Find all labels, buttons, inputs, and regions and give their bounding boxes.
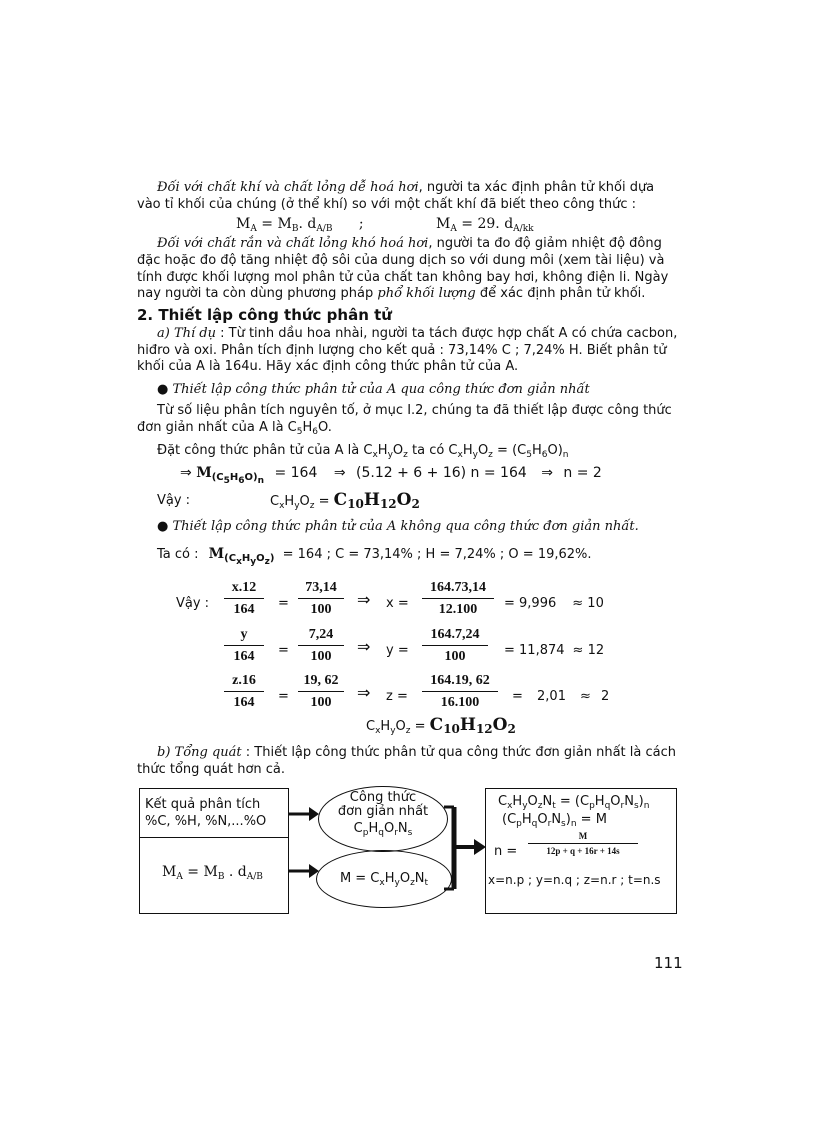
var-y: y = bbox=[386, 643, 409, 658]
right-frac-den: 12p + q + 16r + 14s bbox=[546, 846, 620, 856]
right-l2: $(C_pH_qO_rN_s)_n = M$ bbox=[502, 812, 607, 829]
frac1-num: x.12 bbox=[224, 580, 264, 599]
frac-row3-mid bbox=[298, 673, 344, 711]
implies-icon: ⇒ bbox=[357, 683, 371, 702]
bullet-dot-icon: ● bbox=[157, 382, 169, 397]
frac-row1-mid bbox=[298, 580, 344, 618]
frac2-rnum: 7,24 bbox=[298, 627, 344, 646]
frac-row1-right bbox=[422, 580, 494, 618]
vay-label: Vậy : bbox=[157, 493, 191, 508]
f2-sub: A bbox=[450, 224, 457, 234]
frac3-bnum: 164.19, 62 bbox=[422, 673, 498, 692]
bullet1-text: Thiết lập công thức phân tử của A qua công thức đơn giản nhất bbox=[172, 382, 590, 397]
frac2-den: 164 bbox=[233, 649, 255, 664]
taco-a: Ta có : bbox=[157, 547, 199, 562]
b1-eq2: (5.12 + 6 + 16) n = 164 bbox=[356, 465, 527, 481]
f1-mid: = M bbox=[256, 216, 292, 232]
frac-row3-right bbox=[422, 673, 498, 711]
b1-line3: Đặt công thức phân tử của A là $C_xH_yO_z$ ta có $C_xH_yO_z = (C_5H_6O)_n$ bbox=[157, 443, 569, 460]
b1-l2: đơn giản nhất của A là C bbox=[137, 420, 297, 435]
var-y-text: y bbox=[386, 643, 394, 658]
left-box-top bbox=[140, 789, 288, 838]
f2-mid: = 29. d bbox=[456, 216, 514, 232]
taco-line: Ta có : $M_{(C_xH_yO_z)} = 164$ ; C = 73,14% ; H = 7,24% ; O = 19,62%. bbox=[157, 546, 592, 567]
result-row3: = 2,01 ≈ 2 bbox=[512, 689, 610, 704]
frac1-rden: 100 bbox=[310, 602, 332, 617]
var-z-text: z bbox=[386, 689, 393, 704]
general-line1 bbox=[157, 745, 676, 761]
eq-sign: = bbox=[278, 643, 289, 658]
ellipse-simplest-formula bbox=[318, 786, 448, 852]
ell2-formula: $M = C_xH_yO_zN_t$ bbox=[339, 871, 429, 888]
frac-row2-mid bbox=[298, 627, 344, 665]
frac1-rnum: 73,14 bbox=[298, 580, 344, 599]
example-l1: : Từ tinh dầu hoa nhài, người ta tách được hợp chất A có chứa cacbon, bbox=[215, 326, 678, 341]
intro-p1-rest: , người ta xác định phân tử khối dựa bbox=[418, 180, 655, 195]
ell1-l1: Công thức bbox=[349, 790, 417, 805]
p2-l4-b: để xác định phân tử khối. bbox=[475, 286, 646, 301]
res2: = 11,874 bbox=[504, 643, 565, 658]
approx3: 2 bbox=[601, 689, 610, 704]
implies-icon: ⇒ bbox=[541, 465, 553, 481]
eq-sign: = bbox=[278, 596, 289, 611]
example-line3: khối của A là 164u. Hãy xác định công thức phân tử của A. bbox=[137, 359, 519, 374]
b1-line2: đơn giản nhất của A là $C_5H_6O$. bbox=[137, 420, 332, 437]
box2-formula: $M_A = M_B$ . $d_{A/B}$ bbox=[162, 864, 263, 882]
b1-eq3: n = 2 bbox=[563, 465, 602, 481]
f1-sep: ; bbox=[358, 216, 364, 232]
intro-p2-line4 bbox=[137, 286, 645, 302]
frac3-rnum: 19, 62 bbox=[298, 673, 344, 692]
f1-m: M bbox=[236, 216, 251, 232]
example-line2: hiđro và oxi. Phân tích định lượng cho kết quả : 73,14% C ; 7,24% H. Biết phân tử bbox=[137, 343, 667, 358]
bullet2 bbox=[157, 519, 639, 535]
diagram-left-box bbox=[139, 788, 289, 914]
var-z: z = bbox=[386, 689, 408, 704]
approx1: 10 bbox=[587, 596, 604, 611]
approx-icon: ≈ bbox=[579, 689, 591, 704]
frac2-bnum: 164.7,24 bbox=[422, 627, 488, 646]
p2-l4-italic: phổ khối lượng bbox=[377, 286, 476, 301]
intro-p2-line1 bbox=[157, 236, 662, 252]
right-frac-num: M bbox=[528, 831, 638, 844]
f1-sub3: A/B bbox=[316, 224, 333, 234]
approx-icon: ≈ bbox=[572, 596, 584, 611]
box1-l2: %C, %H, %N,...%O bbox=[145, 814, 267, 829]
general-label: b) Tổng quát bbox=[157, 745, 242, 760]
ellipse-molecular-formula bbox=[316, 850, 452, 908]
arrow-right-icon bbox=[289, 804, 319, 824]
vay2-label: Vậy : bbox=[176, 596, 210, 611]
intro-p1-line1 bbox=[157, 180, 654, 196]
intro-p2-line3: tính được khối lượng mol phân tử của chất tan không bay hơi, không điện li. Ngày bbox=[137, 270, 669, 285]
frac-row2-left bbox=[224, 627, 264, 665]
example-label: a) Thí dụ bbox=[157, 326, 216, 341]
intro-p1-line2: vào tỉ khối của chúng (ở thể khí) so với một chất khí đã biết theo công thức : bbox=[137, 197, 637, 212]
box1-l1: Kết quả phân tích bbox=[145, 797, 261, 812]
right-fraction bbox=[528, 831, 638, 856]
p2-l4-a: nay người ta còn dùng phương pháp bbox=[137, 286, 378, 301]
var-x-text: x bbox=[386, 596, 394, 611]
f2-m: M bbox=[436, 216, 451, 232]
page-number: 111 bbox=[654, 954, 683, 972]
section-heading: 2. Thiết lập công thức phân tử bbox=[137, 306, 392, 324]
frac3-bden: 16.100 bbox=[440, 695, 480, 710]
taco-b: = 164 ; C = 73,14% ; H = 7,24% ; O = 19,62%. bbox=[282, 547, 592, 562]
implies-icon: ⇒ bbox=[357, 637, 371, 656]
formula-line bbox=[236, 216, 364, 232]
final-formula: $C_xH_yO_z = C_{10}H_{12}O_2$ bbox=[366, 715, 516, 736]
right-l5: x=n.p ; y=n.q ; z=n.r ; t=n.s bbox=[488, 873, 661, 887]
bullet-dot-icon: ● bbox=[157, 519, 169, 534]
b1-l3: Đặt công thức phân tử của A là C bbox=[157, 443, 373, 458]
intro-p2-italic: Đối với chất rắn và chất lỏng khó hoá hơi bbox=[157, 236, 429, 251]
box2-m: M bbox=[162, 864, 177, 880]
frac2-rden: 100 bbox=[310, 649, 332, 664]
intro-p2-rest: , người ta đo độ giảm nhiệt độ đông bbox=[428, 236, 662, 251]
frac3-rden: 100 bbox=[310, 695, 332, 710]
arrow-right-icon bbox=[289, 861, 319, 881]
bullet1 bbox=[157, 382, 590, 398]
approx-icon: ≈ bbox=[572, 643, 584, 658]
b1-eq: = 164 bbox=[274, 465, 318, 481]
diagram-right-box bbox=[485, 788, 677, 914]
frac-row3-left bbox=[224, 673, 264, 711]
right-n-label: n = bbox=[494, 844, 518, 859]
general-l1: : Thiết lập công thức phân tử qua công thức đơn giản nhất là cách bbox=[241, 745, 676, 760]
vay-line bbox=[157, 493, 190, 509]
vay-formula: $C_xH_yO_z = C_{10}H_{12}O_2$ bbox=[270, 490, 420, 511]
implies-icon: ⇒ bbox=[180, 465, 192, 481]
implies-icon: ⇒ bbox=[357, 590, 371, 609]
frac1-bnum: 164.73,14 bbox=[422, 580, 494, 599]
bullet2-text: Thiết lập công thức phân tử của A không qua công thức đơn giản nhất. bbox=[172, 519, 639, 534]
b1-line1: Từ số liệu phân tích nguyên tố, ở mục I.2, chúng ta đã thiết lập được công thức bbox=[157, 403, 672, 418]
f2-sub2: A/kk bbox=[513, 224, 534, 234]
f1-dot: . d bbox=[298, 216, 317, 232]
f1-sub: A bbox=[250, 224, 257, 234]
approx2: 12 bbox=[587, 643, 605, 658]
ell1-l2: đơn giản nhất bbox=[337, 804, 429, 819]
bracket-arrow-icon bbox=[444, 803, 486, 893]
frac-row1-left bbox=[224, 580, 264, 618]
var-x: x = bbox=[386, 596, 409, 611]
f1-sub2: B bbox=[291, 224, 299, 234]
example-line1 bbox=[157, 326, 677, 342]
res3: 2,01 bbox=[537, 689, 566, 704]
res1: = 9,996 bbox=[504, 596, 557, 611]
intro-p1-italic: Đối với chất khí và chất lỏng dễ hoá hơi bbox=[157, 180, 419, 195]
b1-eq-line: ⇒ $M_{(C_5H_6O)_n} = 164$ ⇒ (5.12 + 6 + 16) n = 164 ⇒ n = 2 bbox=[180, 465, 602, 486]
frac3-den: 164 bbox=[233, 695, 255, 710]
eq-sign: = bbox=[278, 689, 289, 704]
result-row2 bbox=[504, 643, 604, 659]
implies-icon: ⇒ bbox=[333, 465, 346, 481]
ell1-formula: $C_pH_qO_rN_s$ bbox=[353, 821, 413, 838]
frac3-num: z.16 bbox=[224, 673, 264, 692]
frac-row2-right bbox=[422, 627, 488, 665]
intro-p2-line2: đặc hoặc đo độ tăng nhiệt độ sôi của dung dịch so với dung môi (xem tài liệu) và bbox=[137, 253, 665, 268]
frac2-num: y bbox=[224, 627, 264, 646]
result-row1 bbox=[504, 596, 604, 612]
frac1-den: 164 bbox=[233, 602, 255, 617]
right-l1: $C_xH_yO_zN_t = (C_pH_qO_rN_s)_n$ bbox=[498, 794, 650, 811]
frac1-bden: 12.100 bbox=[438, 602, 478, 617]
ell2-text: M = C bbox=[339, 871, 380, 886]
formula-line-2 bbox=[436, 216, 534, 232]
general-line2: thức tổng quát hơn cả. bbox=[137, 762, 286, 777]
frac2-bden: 100 bbox=[444, 649, 466, 664]
